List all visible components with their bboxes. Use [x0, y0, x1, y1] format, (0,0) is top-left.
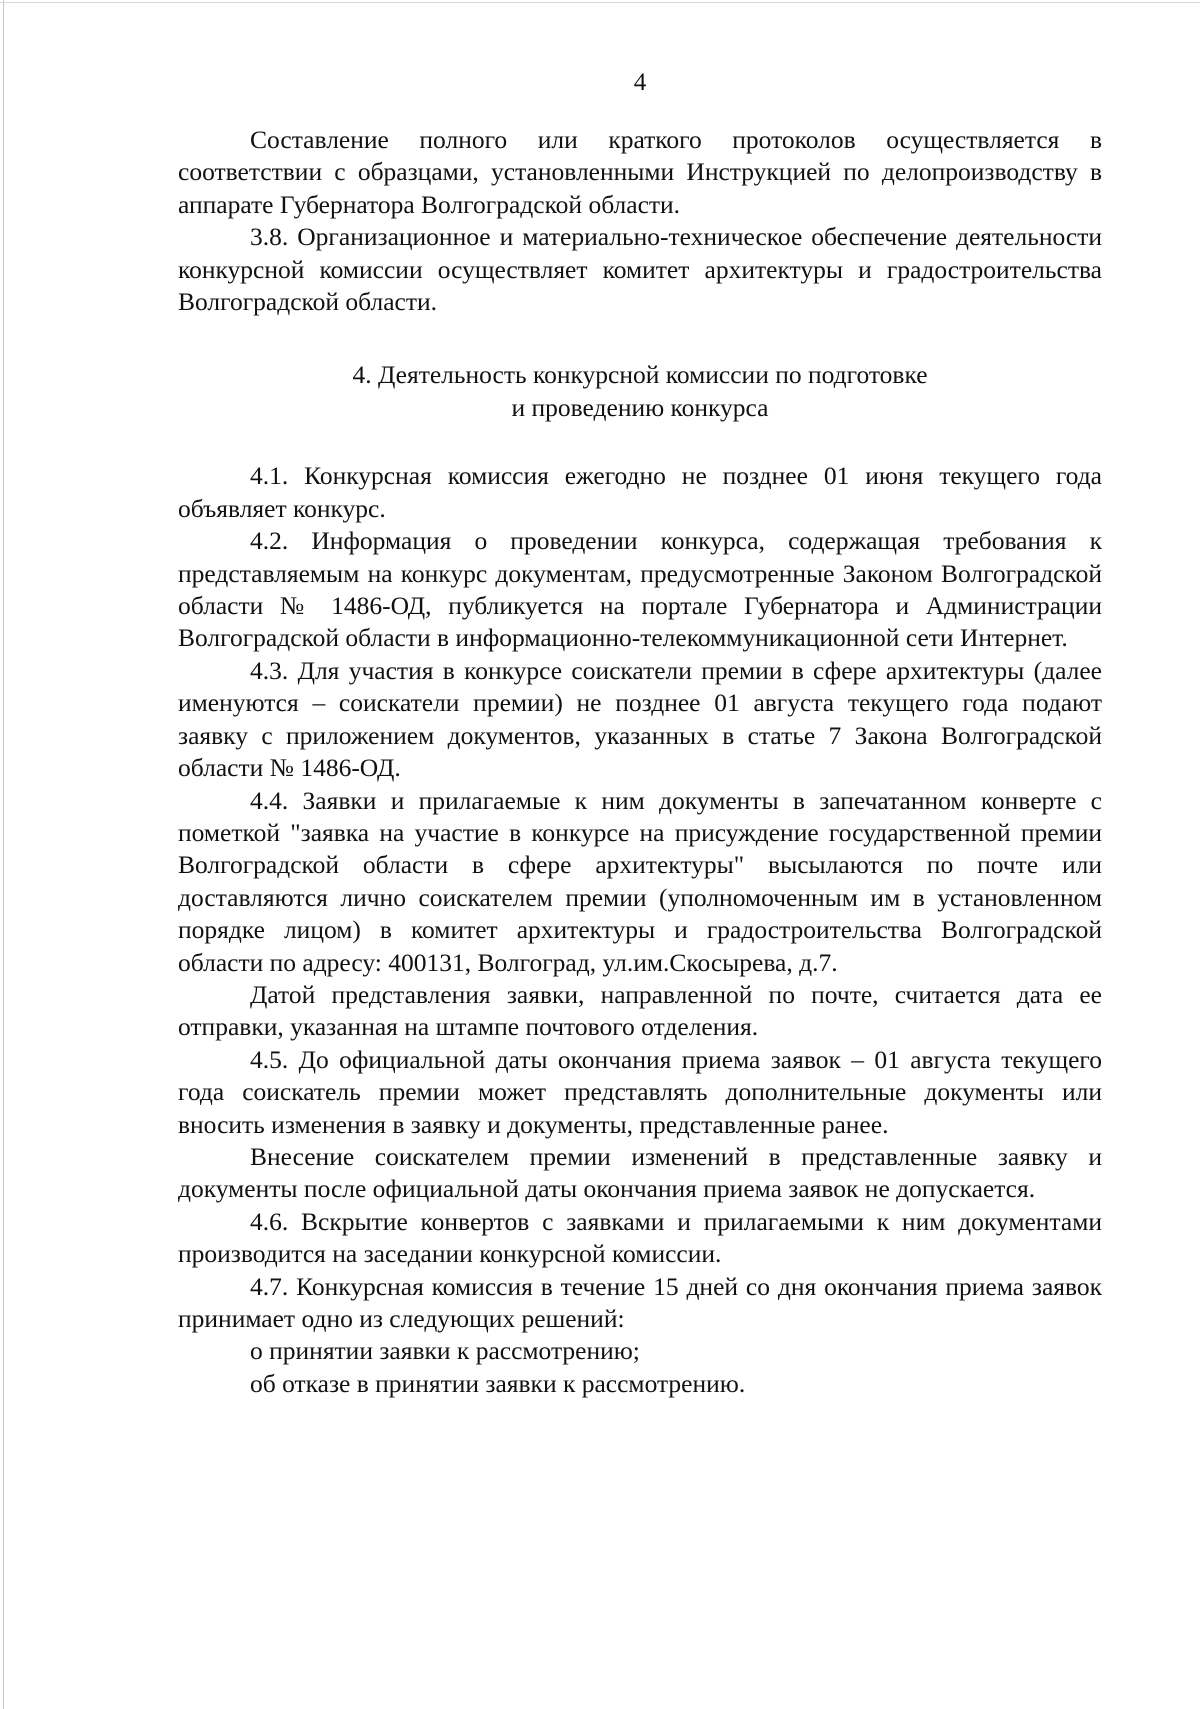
paragraph-4-3: 4.3. Для участия в конкурсе соискатели премии в сфере архитектуры (далее именуются – соискатели премии) не позднее 01 августа текущего года подают заявку с приложением документов, указанных в статье 7 Закона Волгоградской области № 1486-ОД.	[178, 655, 1102, 783]
paragraph-protocols: Составление полного или краткого протоколов осуществляется в соответствии с образцами, установленными Инструкцией по делопроизводству в аппарате Губернатора Волгоградской области.	[178, 125, 1102, 219]
page-number: 4	[633, 69, 647, 96]
paragraph-4-2: 4.2. Информация о проведении конкурса, содержащая требования к представляемым на конкурс документам, предусмотренные Законом Волгоградской области № 1486-ОД, публикуется на портале Губернатора и Администрации Волгоградской области в информационно-телекоммуникационной сети Интернет.	[178, 526, 1102, 653]
section-heading-line2: и проведению конкурса	[511, 393, 769, 423]
paragraph-decision-accept: о принятии заявки к рассмотрению;	[250, 1336, 640, 1366]
paragraph-submission-date: Датой представления заявки, направленной по почте, считается дата ее отправки, указанная на штампе почтового отделения.	[178, 979, 1102, 1042]
scan-edge-left	[3, 0, 4, 1709]
paragraph-4-1: 4.1. Конкурсная комиссия ежегодно не позднее 01 июня текущего года объявляет конкурс.	[178, 461, 1102, 523]
paragraph-decision-reject: об отказе в принятии заявки к рассмотрению.	[250, 1368, 746, 1398]
paragraph-changes-not-allowed: Внесение соискателем премии изменений в представленные заявку и документы после официальной даты окончания приема заявок не допускается.	[178, 1141, 1102, 1204]
document-body	[178, 124, 1102, 1400]
scan-edge-top	[0, 2, 1200, 3]
paragraph-4-4: 4.4. Заявки и прилагаемые к ним документы в запечатанном конверте с пометкой "заявка на участие в конкурсе на присуждение государственной премии Волгоградской области в сфере архитектуры" высылаются по почте или доставляются лично соискателем премии (уполномоченным им в установленном порядке лицом) в комитет архитектуры и градостроительства Волгоградской области по адресу: 400131, Волгоград, ул.им.Скосырева, д.7.	[178, 785, 1102, 977]
section-heading-line1: 4. Деятельность конкурсной комиссии по подготовке	[352, 360, 928, 390]
paragraph-4-7: 4.7. Конкурсная комиссия в течение 15 дней со дня окончания приема заявок принимает одно из следующих решений:	[178, 1271, 1102, 1333]
paragraph-4-6: 4.6. Вскрытие конвертов с заявками и прилагаемыми к ним документами производится на заседании конкурсной комиссии.	[178, 1206, 1102, 1269]
paragraph-4-5: 4.5. До официальной даты окончания приема заявок – 01 августа текущего года соискатель премии может представлять дополнительные документы или вносить изменения в заявку и документы, представленные ранее.	[178, 1044, 1102, 1139]
paragraph-3-8: 3.8. Организационное и материально-техническое обеспечение деятельности конкурсной комиссии осуществляет комитет архитектуры и градостроительства Волгоградской области.	[178, 222, 1102, 317]
section-heading	[178, 358, 1102, 424]
